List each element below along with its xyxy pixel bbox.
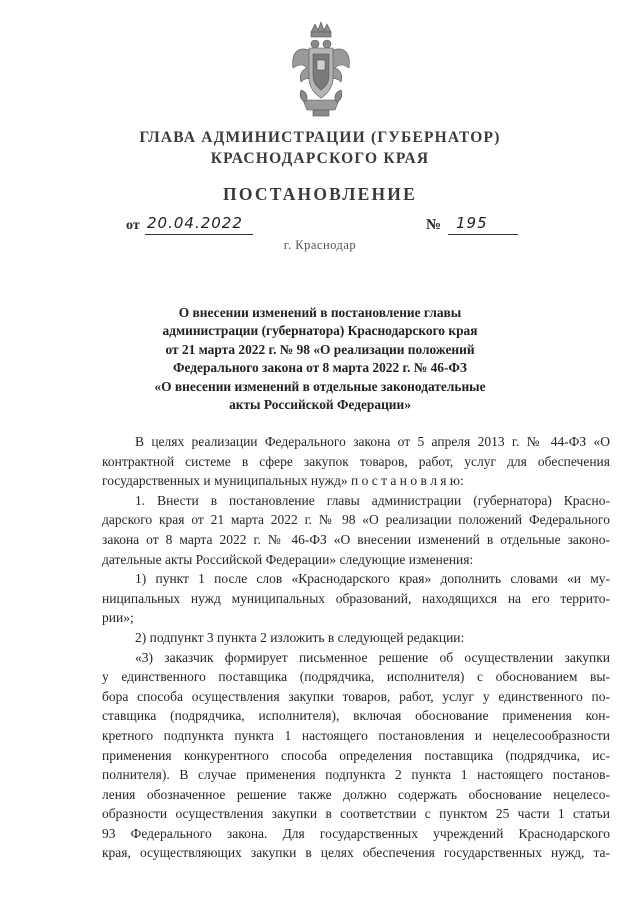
document-type-heading: ПОСТАНОВЛЕНИЕ bbox=[223, 184, 417, 204]
title-line: администрации (губернатора) Краснодарского края bbox=[162, 323, 478, 339]
body-line: 1. Внести в постановление главы администрации (губернатора) Красно- bbox=[135, 492, 610, 508]
date-value: 20.04.2022 bbox=[147, 214, 243, 232]
body-line: полнителя). В случае применения подпункта 2 пункта 1 настоящего постанов- bbox=[102, 767, 610, 783]
body-line: государственных и муниципальных нужд» п о с т а н о в л я ю: bbox=[102, 473, 464, 489]
number-value: 195 bbox=[456, 214, 488, 232]
body-line: образности осуществления закупки в соответствии с пунктом 25 части 1 статьи bbox=[102, 806, 610, 822]
body-line: ления обозначенное решение также должно содержать обоснование нецелесо- bbox=[102, 786, 610, 802]
body-line: закона от 8 марта 2022 г. № 46-ФЗ «О внесении изменений в отдельные законо- bbox=[102, 531, 610, 547]
title-line: от 21 марта 2022 г. № 98 «О реализации положений bbox=[165, 341, 475, 357]
body-line: «3) заказчик формирует письменное решение об осуществлении закупки bbox=[135, 649, 610, 665]
body-line: В целях реализации Федерального закона от 5 апреля 2013 г. № 44-ФЗ «О bbox=[135, 434, 610, 449]
coat-of-arms-icon bbox=[289, 20, 353, 120]
authority-title-line-1: ГЛАВА АДМИНИСТРАЦИИ (ГУБЕРНАТОР) bbox=[139, 129, 501, 146]
body-line: рии»; bbox=[102, 610, 134, 626]
body-line: у единственного поставщика (подрядчика, исполнителя) с обоснованием вы- bbox=[102, 669, 610, 685]
body-line: 1) пункт 1 после слов «Краснодарского края» дополнить словами «и му- bbox=[135, 571, 610, 587]
body-line: бора способа осуществления закупки товаров, работ, услуг у единственного по- bbox=[102, 688, 610, 704]
date-field bbox=[145, 214, 253, 235]
body-line: дарского края от 21 марта 2022 г. № 98 «О реализации положений Федерального bbox=[102, 512, 610, 528]
body-line: ниципальных нужд муниципальных образований, находящихся на его террито- bbox=[102, 590, 610, 606]
city-label: г. Краснодар bbox=[283, 238, 357, 252]
title-line: «О внесении изменений в отдельные законодательные bbox=[154, 378, 486, 394]
number-prefix: № bbox=[426, 217, 442, 233]
authority-title-line-2: КРАСНОДАРСКОГО КРАЯ bbox=[210, 150, 430, 167]
number-field bbox=[448, 214, 518, 235]
title-line: О внесении изменений в постановление главы bbox=[178, 305, 462, 320]
resolution-title bbox=[150, 304, 490, 414]
body-line: применения конкурентного способа определения поставщика (подрядчика, ис- bbox=[102, 747, 610, 763]
body-line: 93 Федерального закона. Для государственных учреждений Краснодарского bbox=[102, 825, 610, 841]
title-line: акты Российской Федерации» bbox=[229, 397, 411, 413]
body-line: 2) подпункт 3 пункта 2 изложить в следующей редакции: bbox=[135, 629, 465, 645]
date-number-row bbox=[0, 214, 640, 238]
body-line: ставщика (подрядчика, исполнителя), включая обоснование применения кон- bbox=[102, 708, 610, 724]
body-line: дательные акты Российской Федерации» следующие изменения: bbox=[102, 551, 474, 567]
date-prefix: от bbox=[126, 218, 140, 233]
body-line: контрактной системе в сфере закупок товаров, работ, услуг для обеспечения bbox=[102, 453, 610, 469]
body-line: кретного подпункта пункта 1 настоящего постановления и нецелесообразности bbox=[102, 727, 610, 743]
document-body bbox=[102, 432, 610, 863]
title-line: Федерального закона от 8 марта 2022 г. № 46-ФЗ bbox=[173, 360, 467, 376]
body-line: края, осуществляющих закупки в целях обеспечения государственных нужд, та- bbox=[102, 845, 610, 861]
